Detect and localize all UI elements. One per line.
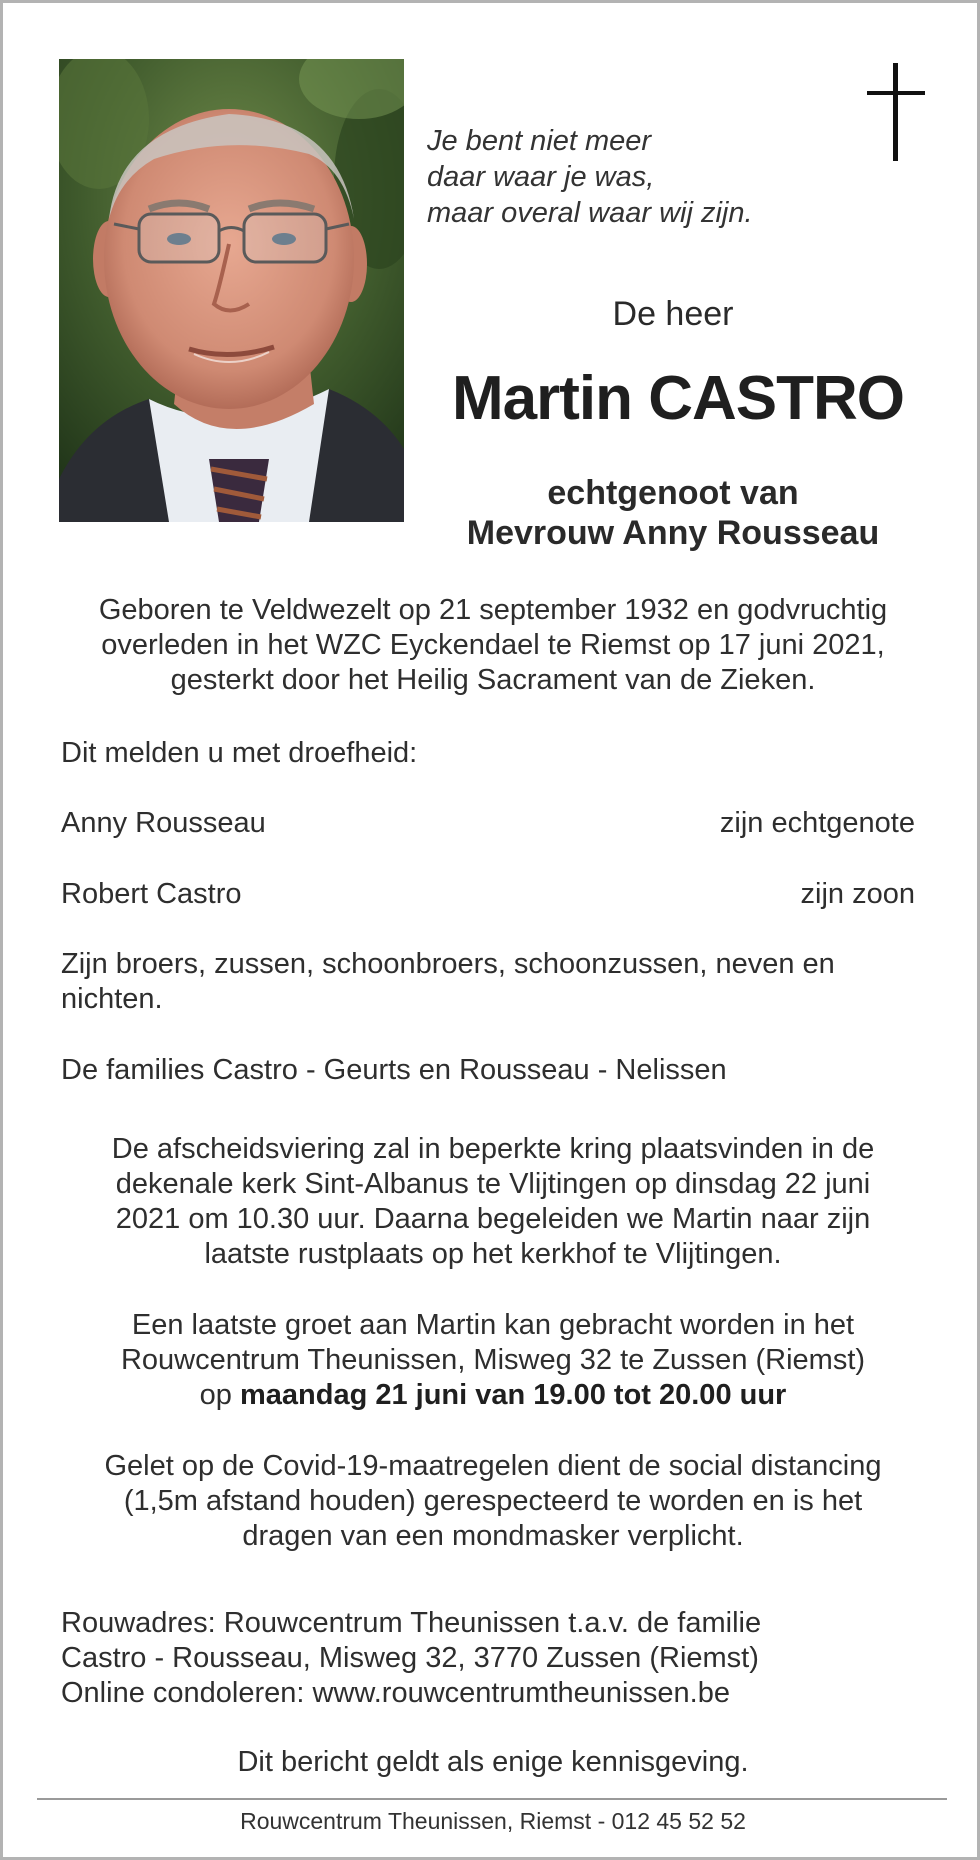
paragraph-line	[73, 1378, 913, 1413]
families-line: De families Castro - Geurts en Rousseau - Nelissen	[61, 1054, 727, 1086]
last-greeting-paragraph	[73, 1308, 913, 1413]
spouse-line: echtgenoot van	[547, 474, 799, 512]
poem-line: maar overal waar wij zijn.	[427, 197, 753, 229]
address-line: Castro - Rousseau, Misweg 32, 3770 Zussen (Riemst)	[61, 1642, 759, 1674]
paragraph-line: Rouwcentrum Theunissen, Misweg 32 te Zussen (Riemst)	[120, 1344, 866, 1376]
honorific: De heer	[612, 295, 734, 333]
portrait-photo	[59, 59, 404, 522]
paragraph-line: dekenale kerk Sint-Albanus te Vlijtingen op dinsdag 22 juni	[115, 1168, 871, 1200]
farewell-paragraph	[73, 1132, 913, 1272]
siblings-paragraph	[61, 947, 921, 1017]
paragraph-line: dragen van een mondmasker verplicht.	[242, 1520, 744, 1552]
relative-row	[61, 806, 915, 841]
notice-line: Dit bericht geldt als enige kennisgeving.	[237, 1746, 749, 1778]
paragraph-line: Geboren te Veldwezelt op 21 september 1932 en godvruchtig	[98, 594, 888, 626]
relative-relation: zijn echtgenote	[719, 807, 915, 839]
paragraph-line: Een laatste groet aan Martin kan gebracht worden in het	[131, 1309, 855, 1341]
poem-line: daar waar je was,	[427, 161, 655, 193]
birth-death-paragraph	[59, 593, 927, 698]
spouse-line: Mevrouw Anny Rousseau	[466, 514, 880, 552]
footer-text: Rouwcentrum Theunissen, Riemst - 012 45 52 52	[240, 1808, 746, 1834]
poem-verse	[427, 123, 827, 231]
deceased-name: Martin CASTRO	[452, 364, 904, 433]
paragraph-line: Gelet op de Covid-19-maatregelen dient de social distancing	[104, 1450, 882, 1482]
paragraph-line: De afscheidsviering zal in beperkte kring plaatsvinden in de	[111, 1133, 875, 1165]
relative-name: Robert Castro	[61, 878, 242, 910]
mourning-address	[61, 1606, 941, 1711]
poem-line: Je bent niet meer	[427, 125, 652, 157]
paragraph-line: gesterkt door het Heilig Sacrament van de Zieken.	[170, 664, 816, 696]
paragraph-line: nichten.	[61, 983, 163, 1015]
paragraph-line: overleden in het WZC Eyckendael te Riemst op 17 juni 2021,	[101, 629, 885, 661]
greeting-time: maandag 21 juni van 19.00 tot 20.00 uur	[239, 1379, 787, 1411]
announce-intro: Dit melden u met droefheid:	[61, 737, 418, 769]
footer-divider	[37, 1798, 947, 1800]
paragraph-line: 2021 om 10.30 uur. Daarna begeleiden we Martin naar zijn	[115, 1203, 871, 1235]
spouse-info	[423, 473, 923, 553]
relative-row	[61, 877, 915, 912]
greeting-prefix: op	[199, 1379, 232, 1411]
address-line: Online condoleren: www.rouwcentrumtheunissen.be	[61, 1677, 730, 1709]
relative-relation: zijn zoon	[800, 878, 915, 910]
address-line: Rouwadres: Rouwcentrum Theunissen t.a.v. de familie	[61, 1607, 762, 1639]
covid-paragraph	[63, 1449, 923, 1554]
paragraph-line: Zijn broers, zussen, schoonbroers, schoonzussen, neven en	[61, 948, 835, 980]
paragraph-line: (1,5m afstand houden) gerespecteerd te worden en is het	[123, 1485, 863, 1517]
paragraph-line: laatste rustplaats op het kerkhof te Vlijtingen.	[204, 1238, 782, 1270]
cross-icon	[867, 63, 925, 163]
relative-name: Anny Rousseau	[61, 807, 266, 839]
